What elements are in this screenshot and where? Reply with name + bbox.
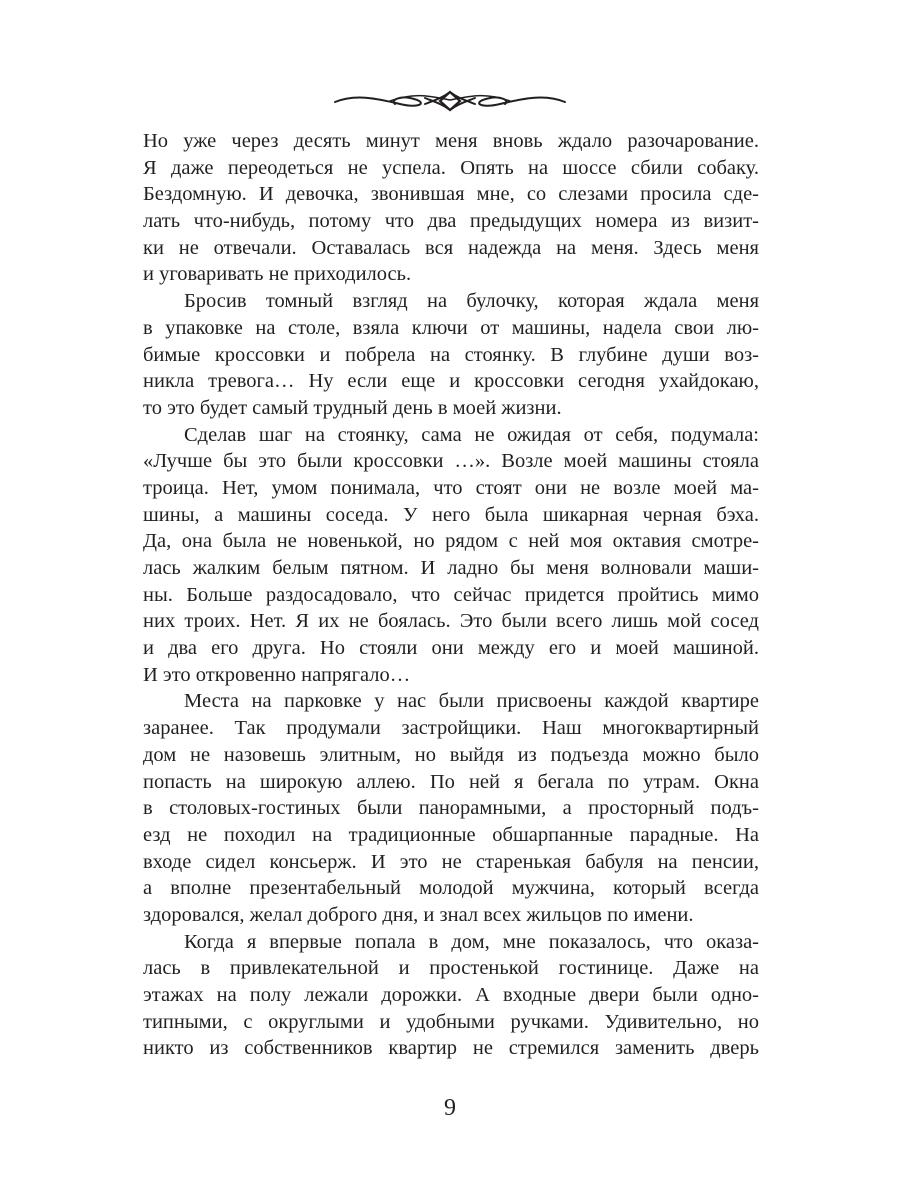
text-line: и уговаривать не приходилось. — [143, 263, 412, 286]
body-text — [143, 128, 759, 1062]
text-line: Когда я впервые попала в дом, мне показалось, что оказа- — [184, 930, 759, 953]
text-line: Сделав шаг на стоянку, сама не ожидая от себя, подумала: — [184, 423, 759, 446]
text-line: а вполне презентабельный молодой мужчина, который всегда — [143, 877, 759, 900]
text-line: типными, с округлыми и удобными ручками. Удивительно, но — [143, 1010, 759, 1033]
text-line: попасть на широкую аллею. По ней я бегала по утрам. Окна — [143, 770, 759, 793]
text-line: Бездомную. И девочка, звонившая мне, со слезами просила сде- — [143, 183, 759, 206]
text-line: и два его друга. Но стояли они между его и моей машиной. — [143, 637, 759, 660]
text-line: ки не отвечали. Оставалась вся надежда на меня. Здесь меня — [143, 236, 759, 259]
text-line: Места на парковке у нас были присвоены каждой квартире — [184, 690, 759, 713]
page-number: 9 — [444, 1095, 456, 1121]
text-line: лась жалким белым пятном. И ладно бы меня волновали маши- — [143, 557, 759, 579]
paragraph — [143, 128, 759, 288]
text-line: дом не назовешь элитным, но выйдя из подъезда можно было — [143, 743, 759, 766]
text-line: здоровался, желал доброго дня, и знал всех жильцов по имени. — [143, 903, 694, 926]
text-line: «Лучше бы это были кроссовки …». Возле моей машины стояла — [143, 450, 759, 473]
text-line: в столовых-гостиных были панорамными, а просторный подъ- — [143, 797, 759, 820]
text-line: И это откровенно напрягало… — [143, 663, 411, 686]
text-line: бимые кроссовки и побрела на стоянку. В глубине души воз- — [143, 343, 759, 366]
text-line: шины, а машины соседа. У него была шикарная черная бэха. — [143, 503, 759, 526]
text-line: езд не походил на традиционные обшарпанные парадные. На — [143, 823, 759, 846]
paragraph — [143, 688, 759, 928]
ornament-divider — [330, 82, 570, 118]
text-line: никла тревога… Ну если еще и кроссовки сегодня ухайдокаю, — [143, 370, 759, 393]
text-line: входе сидел консьерж. И это не старенькая бабуля на пенсии, — [143, 850, 759, 873]
text-line: Бросив томный взгляд на булочку, которая ждала меня — [184, 290, 759, 313]
text-line: Но уже через десять минут меня вновь ждало разочарование. — [143, 130, 759, 152]
text-line: заранее. Так продумали застройщики. Наш многоквартирный — [143, 717, 759, 740]
text-line: ны. Больше раздосадовало, что сейчас придется пройтись мимо — [143, 583, 759, 606]
text-line: Да, она была не новенькой, но рядом с ней моя октавия смотре- — [143, 530, 759, 553]
paragraph — [143, 422, 759, 689]
paragraph — [143, 929, 759, 1062]
text-line: лать что-нибудь, потому что два предыдущих номера из визит- — [143, 210, 759, 233]
text-line: этажах на полу лежали дорожки. А входные двери были одно- — [143, 984, 759, 1006]
paragraph — [143, 288, 759, 421]
text-line: то это будет самый трудный день в моей жизни. — [143, 396, 562, 419]
text-line: Я даже переодеться не успела. Опять на шоссе сбили собаку. — [143, 156, 759, 179]
text-line: никто из собственников квартир не стремился заменить дверь — [143, 1037, 759, 1060]
text-line: троица. Нет, умом понимала, что стоят они не возле моей ма- — [143, 476, 759, 499]
text-line: лась в привлекательной и простенькой гостинице. Даже на — [143, 957, 759, 980]
text-line: них троих. Нет. Я их не боялась. Это были всего лишь мой сосед — [143, 610, 759, 633]
text-line: в упаковке на столе, взяла ключи от машины, надела свои лю- — [143, 316, 759, 339]
